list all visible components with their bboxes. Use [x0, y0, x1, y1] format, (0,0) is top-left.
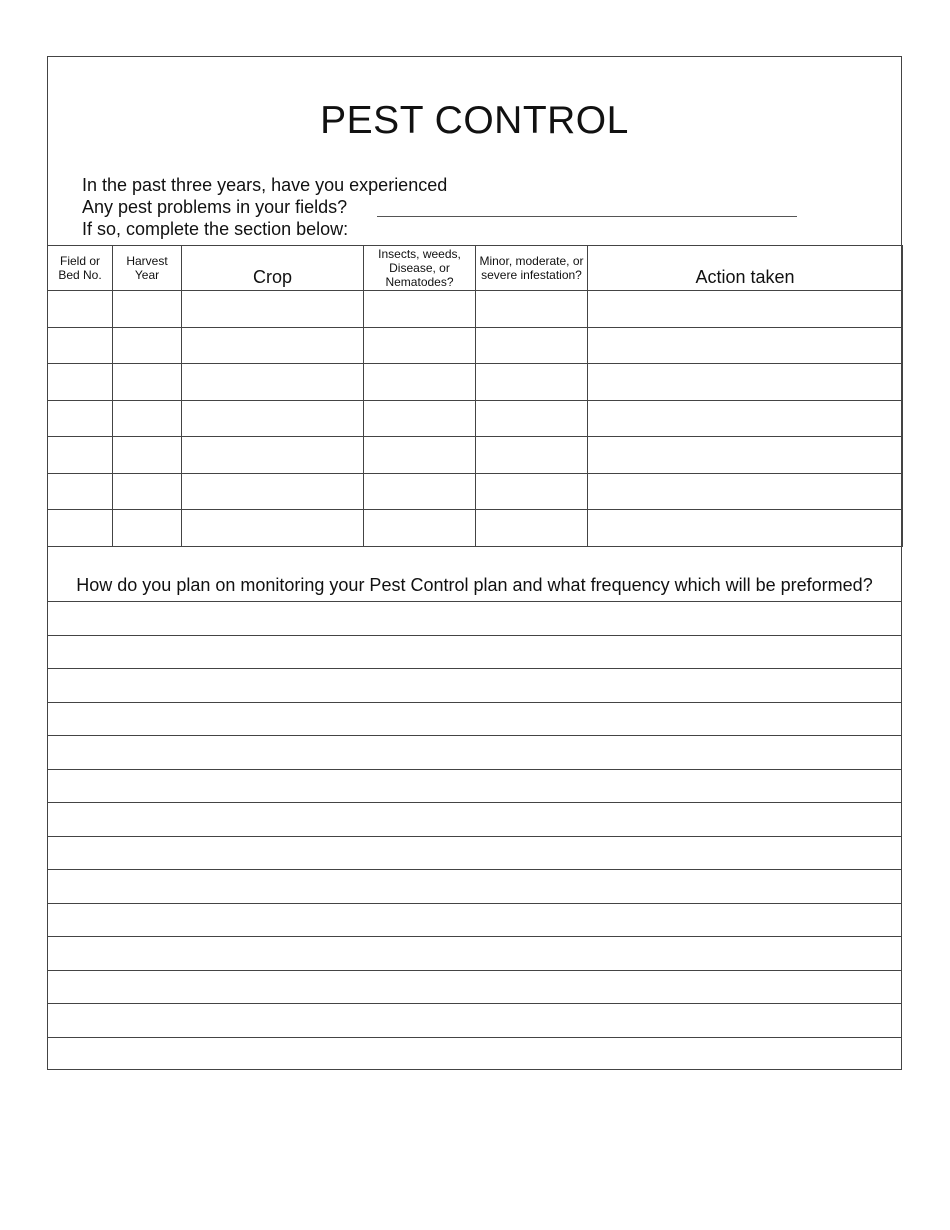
monitoring-answer-line[interactable]	[48, 635, 901, 669]
severity-cell[interactable]	[476, 437, 588, 474]
harvest-year-cell[interactable]	[113, 437, 182, 474]
crop-cell[interactable]	[182, 400, 364, 437]
action-taken-cell[interactable]	[588, 291, 903, 328]
action-taken-cell[interactable]	[588, 364, 903, 401]
table-row	[48, 437, 903, 474]
harvest-year-cell[interactable]	[113, 327, 182, 364]
pest-control-form	[47, 56, 902, 1070]
severity-cell[interactable]	[476, 327, 588, 364]
monitoring-answer-line[interactable]	[48, 970, 901, 1004]
action-taken-cell[interactable]	[588, 473, 903, 510]
table-header-row	[48, 246, 903, 291]
action-taken-cell[interactable]	[588, 510, 903, 547]
monitoring-answer-line[interactable]	[48, 668, 901, 702]
monitoring-answer-line[interactable]	[48, 769, 901, 803]
severity-cell[interactable]	[476, 400, 588, 437]
severity-cell[interactable]	[476, 473, 588, 510]
monitoring-answer-line[interactable]	[48, 1037, 901, 1071]
pest-type-cell[interactable]	[364, 437, 476, 474]
field-bed-no-cell[interactable]	[48, 291, 113, 328]
field-bed-no-cell[interactable]	[48, 473, 113, 510]
table-row	[48, 473, 903, 510]
table-row	[48, 400, 903, 437]
monitoring-answer-line[interactable]	[48, 702, 901, 736]
harvest-year-cell[interactable]	[113, 473, 182, 510]
harvest-year-cell[interactable]	[113, 510, 182, 547]
severity-cell[interactable]	[476, 510, 588, 547]
crop-cell[interactable]	[182, 473, 364, 510]
field-bed-no-cell[interactable]	[48, 400, 113, 437]
pest-type-cell[interactable]	[364, 327, 476, 364]
monitoring-answer-line[interactable]	[48, 1003, 901, 1037]
crop-cell[interactable]	[182, 291, 364, 328]
table-row	[48, 510, 903, 547]
header-action-taken: Action taken	[588, 246, 903, 291]
harvest-year-cell[interactable]	[113, 364, 182, 401]
monitoring-answer-line[interactable]	[48, 903, 901, 937]
field-bed-no-cell[interactable]	[48, 437, 113, 474]
monitoring-answer-line[interactable]	[48, 936, 901, 970]
harvest-year-cell[interactable]	[113, 291, 182, 328]
crop-cell[interactable]	[182, 364, 364, 401]
pest-type-cell[interactable]	[364, 510, 476, 547]
header-pest-type: Insects, weeds, Disease, or Nematodes?	[364, 246, 476, 291]
table-body	[48, 291, 903, 547]
intro-line-1: In the past three years, have you experienced	[82, 175, 448, 195]
monitoring-answer-line[interactable]	[48, 601, 901, 635]
monitoring-question: How do you plan on monitoring your Pest Control plan and what frequency which will be preformed?	[76, 575, 873, 595]
crop-cell[interactable]	[182, 327, 364, 364]
monitoring-answer-line[interactable]	[48, 735, 901, 769]
field-bed-no-cell[interactable]	[48, 510, 113, 547]
header-crop: Crop	[182, 246, 364, 291]
severity-cell[interactable]	[476, 364, 588, 401]
crop-cell[interactable]	[182, 437, 364, 474]
monitoring-answer-line[interactable]	[48, 802, 901, 836]
monitoring-answer-line[interactable]	[48, 869, 901, 903]
header-field-bed-no: Field or Bed No.	[48, 246, 113, 291]
action-taken-cell[interactable]	[588, 327, 903, 364]
intro-line-2: Any pest problems in your fields?	[82, 197, 348, 217]
pest-type-cell[interactable]	[364, 291, 476, 328]
crop-cell[interactable]	[182, 510, 364, 547]
header-harvest-year: Harvest Year	[113, 246, 182, 291]
action-taken-cell[interactable]	[588, 400, 903, 437]
field-bed-no-cell[interactable]	[48, 364, 113, 401]
monitoring-answer-lines	[48, 601, 901, 1070]
monitoring-answer-line[interactable]	[48, 836, 901, 870]
pest-problems-answer-field[interactable]	[377, 216, 797, 217]
table-row	[48, 291, 903, 328]
severity-cell[interactable]	[476, 291, 588, 328]
intro-line-3: If so, complete the section below:	[82, 219, 349, 239]
pest-table	[47, 245, 903, 547]
harvest-year-cell[interactable]	[113, 400, 182, 437]
pest-type-cell[interactable]	[364, 364, 476, 401]
table-row	[48, 364, 903, 401]
intro-text	[82, 174, 447, 240]
field-bed-no-cell[interactable]	[48, 327, 113, 364]
table-row	[48, 327, 903, 364]
pest-type-cell[interactable]	[364, 473, 476, 510]
action-taken-cell[interactable]	[588, 437, 903, 474]
page-title: PEST CONTROL	[320, 99, 629, 142]
header-severity: Minor, moderate, or severe infestation?	[476, 246, 588, 291]
pest-type-cell[interactable]	[364, 400, 476, 437]
